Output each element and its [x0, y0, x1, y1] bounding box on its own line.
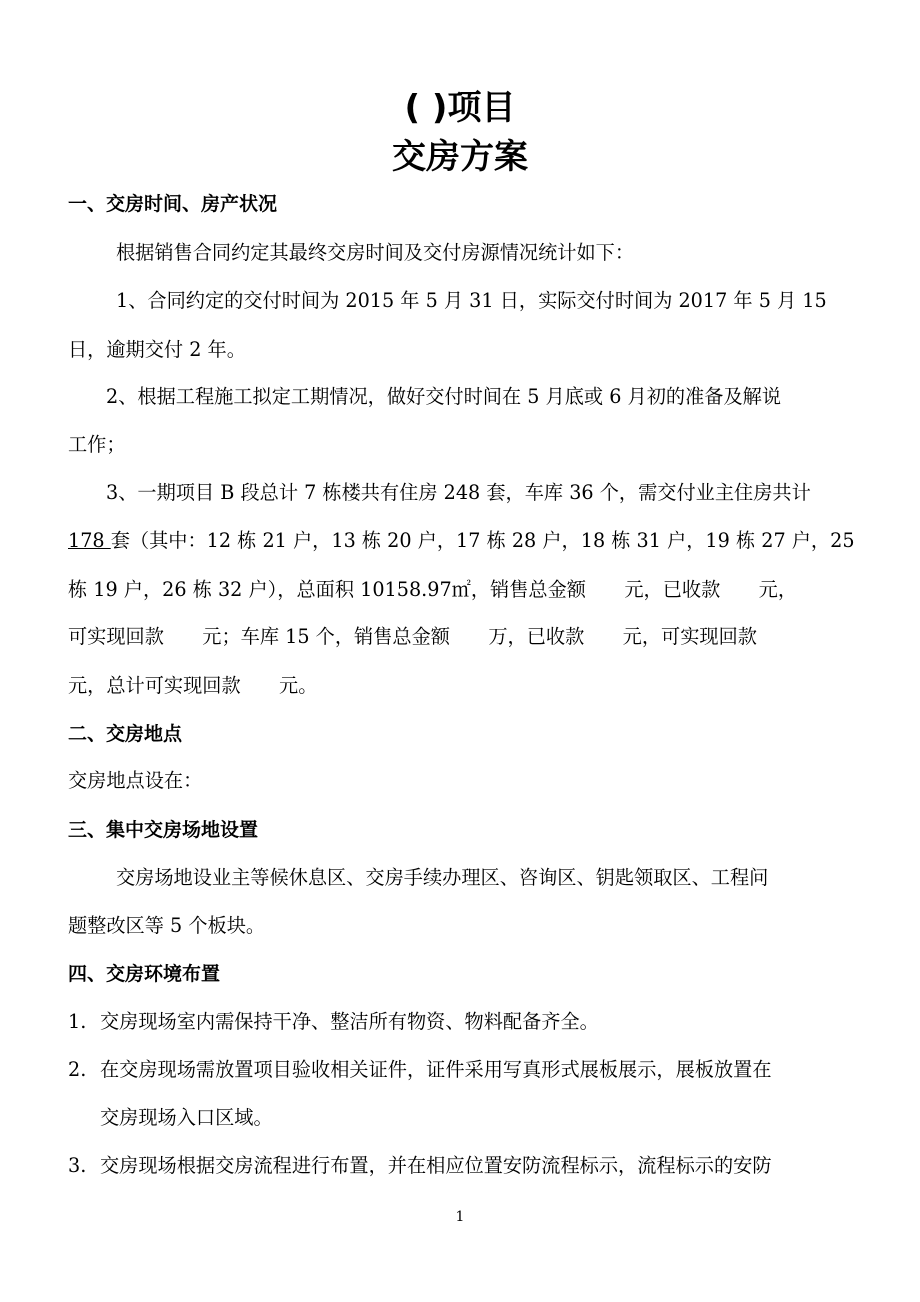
title-project: ( )项目	[404, 88, 516, 128]
list-item-text-continued: 交房现场入口区域。	[100, 1106, 273, 1129]
section-1-item3-line4: 可实现回款 元；车库 15 个，销售总金额 万，已收款 元，可实现回款	[68, 625, 757, 648]
section-1-item1-line2: 日，逾期交付 2 年。	[68, 338, 246, 361]
page-number: 1	[455, 1209, 465, 1225]
list-item-text: 在交房现场需放置项目验收相关证件，证件采用写真形式展板展示，展板放置在	[100, 1058, 772, 1081]
section-2-text: 交房地点设在：	[68, 769, 203, 792]
list-item-number: 3.	[68, 1154, 87, 1177]
section-2-heading: 二、交房地点	[68, 723, 183, 745]
section-1-heading: 一、交房时间、房产状况	[68, 193, 278, 215]
title-main: 交房方案	[392, 137, 528, 177]
section-1-item3-line2	[68, 528, 868, 554]
section-1-item1-line1: 1、合同约定的交付时间为 2015 年 5 月 31 日，实际交付时间为 2017 年 5 月 15	[116, 289, 827, 312]
list-item-text: 交房现场室内需保持干净、整洁所有物资、物料配备齐全。	[100, 1010, 599, 1033]
list-item-text: 交房现场根据交房流程进行布置，并在相应位置安防流程标示，流程标示的安防	[100, 1154, 772, 1177]
section-1-item2-line2: 工作；	[68, 433, 126, 456]
section-1-item2-line1: 2、根据工程施工拟定工期情况，做好交付时间在 5 月底或 6 月初的准备及解说	[106, 385, 782, 408]
list-item-number: 2.	[68, 1058, 87, 1081]
section-1-item3-line3: 栋 19 户，26 栋 32 户），总面积 10158.97㎡，销售总金额 元，已收款 元，	[68, 578, 798, 601]
list-item-number: 1.	[68, 1010, 87, 1033]
section-4-heading: 四、交房环境布置	[68, 963, 221, 985]
section-3-heading: 三、集中交房场地设置	[68, 819, 259, 841]
section-1-item3-line1: 3、一期项目 B 段总计 7 栋楼共有住房 248 套，车库 36 个，需交付业主住房共计	[106, 481, 811, 504]
section-1-intro: 根据销售合同约定其最终交房时间及交付房源情况统计如下：	[116, 241, 635, 264]
section-3-line1: 交房场地设业主等候休息区、交房手续办理区、咨询区、钥匙领取区、工程问	[116, 866, 769, 889]
section-3-line2: 题整改区等 5 个板块。	[68, 914, 266, 937]
section-1-item3-line5: 元，总计可实现回款 元。	[68, 674, 318, 697]
unit-count-underlined: 178	[68, 529, 111, 552]
unit-breakdown: 套（其中：12 栋 21 户，13 栋 20 户，17 栋 28 户，18 栋 31 户，19 栋 27 户，25	[110, 529, 855, 552]
